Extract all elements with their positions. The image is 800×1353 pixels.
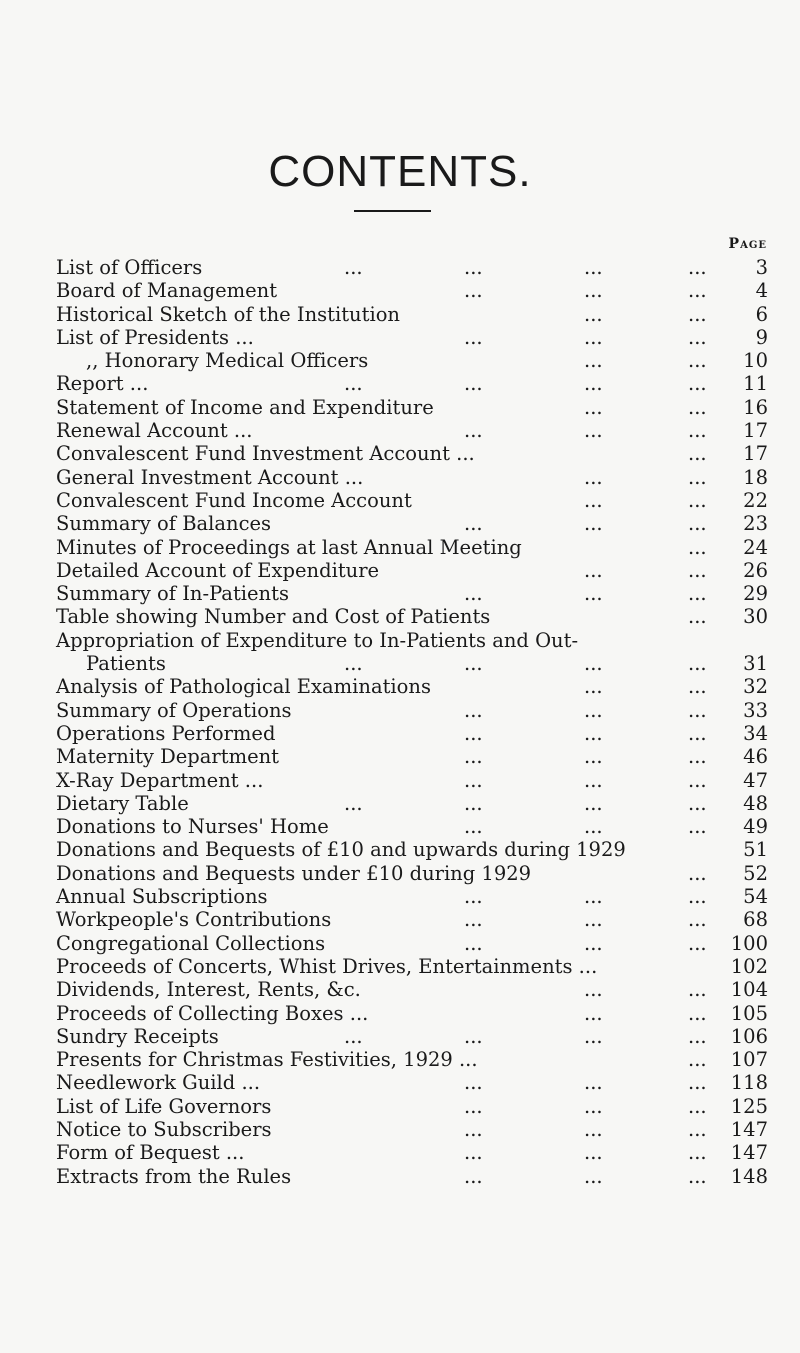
dot-leader: ... [688,395,707,419]
toc-entry-label [56,442,475,465]
toc-entry-page-number: 4 [755,279,768,303]
dot-leader: ... [584,395,603,419]
toc-entry-page-number: 118 [730,1071,768,1095]
toc-entry-page-number: 68 [743,908,768,932]
toc-entry-label-text: Sundry Receipts [56,1024,219,1048]
toc-entry-label-text: Detailed Account of Expenditure [56,558,380,582]
toc-entry [56,885,768,908]
toc-entry [56,1118,768,1141]
toc-entry-label [56,1025,219,1048]
toc-entry [56,419,768,442]
toc-entry [56,838,768,861]
dot-leader: ... [688,325,707,349]
toc-entry-label [56,1165,291,1188]
toc-entry-label-text: Dividends, Interest, Rents, &c. [56,978,361,1002]
dot-leader: ... [464,279,483,303]
toc-entry-label [56,419,253,442]
toc-entry-label [56,908,331,931]
toc-entry-page-number: 6 [755,302,768,326]
toc-entry [56,466,768,489]
toc-entry-page-number: 106 [730,1024,768,1048]
dot-leader: ... [584,745,603,769]
toc-entry [56,908,768,931]
dot-leader: ... [688,721,707,745]
dot-leader: ... [584,582,603,606]
dot-leader: ... [584,256,603,279]
dot-leader: ... [464,582,483,606]
toc-entry [56,536,768,559]
dot-leader: ... [584,1001,603,1025]
dot-leader: ... [344,372,363,396]
toc-entry [56,745,768,768]
page-column-heading: Page [728,236,767,252]
toc-entry-label [56,1048,478,1071]
dot-leader: ... [464,791,483,815]
toc-entry-page-number: 10 [743,349,768,373]
dot-leader: ... [584,675,603,699]
toc-entry-label-text: Extracts from the Rules [56,1164,292,1188]
toc-entry-label-text: Statement of Income and Expenditure [56,395,434,419]
toc-entry-page-number: 148 [730,1164,768,1188]
dot-leader: ... [584,512,603,536]
toc-entry-label [56,978,361,1001]
toc-entry [56,303,768,326]
toc-entry [56,512,768,535]
dot-leader: ... [584,558,603,582]
toc-entry [56,1095,768,1118]
toc-entry-label-text: Convalescent Fund Investment Account ... [56,442,475,466]
toc-entry-label-text: List of Presidents ... [56,325,254,349]
dot-leader: ... [688,372,707,396]
dot-leader: ... [344,1024,363,1048]
toc-entry [56,559,768,582]
dot-leader: ... [688,582,707,606]
dot-leader: ... [688,652,707,676]
toc-entry-page-number: 31 [743,652,768,676]
dot-leader: ... [584,372,603,396]
toc-entry-page-number: 17 [743,442,768,466]
toc-entry-page-number: 147 [730,1117,768,1141]
dot-leader: ... [464,1117,483,1141]
toc-entry-label [56,512,271,535]
dot-leader: ... [464,815,483,839]
toc-entry-label-text: ,, Honorary Medical Officers [86,349,369,373]
dot-leader: ... [688,279,707,303]
toc-entry-label [56,326,254,349]
toc-entry-label [56,792,189,815]
dot-leader: ... [688,978,707,1002]
toc-entry [56,489,768,512]
toc-entry-label [56,605,490,628]
dot-leader: ... [688,1094,707,1118]
toc-entry-page-number: 125 [730,1094,768,1118]
dot-leader: ... [688,1117,707,1141]
dot-leader: ... [584,768,603,792]
dot-leader: ... [688,791,707,815]
dot-leader: ... [464,885,483,909]
toc-entry [56,372,768,395]
toc-entry-label-continued: Patients [86,652,166,676]
dot-leader: ... [688,558,707,582]
toc-entry-label [56,396,434,419]
toc-entry [56,1048,768,1071]
toc-entry-label [56,582,289,605]
dot-leader: ... [464,1024,483,1048]
toc-entry-label-text: Needlework Guild ... [56,1071,261,1095]
toc-entry-label [56,489,412,512]
toc-entry-label-text: Table showing Number and Cost of Patients [56,605,491,629]
toc-entry-label-text: Donations and Bequests of £10 and upwards during 1929 [56,838,626,862]
toc-entry-label-text: Analysis of Pathological Examinations [56,675,431,699]
toc-entry-label [56,372,148,395]
toc-entry [56,396,768,419]
toc-entry [56,442,768,465]
dot-leader: ... [464,698,483,722]
toc-entry-label-text: Workpeople's Contributions [56,908,332,932]
toc-entry-label-text: Congregational Collections [56,931,326,955]
toc-entry-label-text: Proceeds of Collecting Boxes ... [56,1001,369,1025]
dot-leader: ... [464,256,483,279]
dot-leader: ... [584,325,603,349]
dot-leader: ... [688,675,707,699]
toc-entry-label [56,559,379,582]
toc-entry-page-number: 32 [743,675,768,699]
dot-leader: ... [464,652,483,676]
toc-entry-label [56,815,329,838]
toc-entry [56,605,768,628]
toc-entry [56,582,768,605]
toc-entry [56,1002,768,1025]
toc-entry-page-number: 46 [743,745,768,769]
dot-leader: ... [688,488,707,512]
toc-entry [56,279,768,302]
toc-entry-page-number: 48 [743,791,768,815]
toc-entry-label [56,279,277,302]
toc-entry-page-number: 17 [743,419,768,443]
toc-entry [56,326,768,349]
toc-entry-page-number: 30 [743,605,768,629]
toc-entry-page-number: 54 [743,885,768,909]
toc-entry-label [86,349,368,372]
dot-leader: ... [688,256,707,279]
dot-leader: ... [584,885,603,909]
toc-entry-page-number: 26 [743,558,768,582]
dot-leader: ... [464,1071,483,1095]
toc-entry [56,1165,768,1188]
toc-entry-label-text: General Investment Account ... [56,465,364,489]
toc-entry-label-text: Form of Bequest ... [56,1141,245,1165]
dot-leader: ... [584,721,603,745]
toc-entry-label-text: Operations Performed [56,721,276,745]
toc-entry-page-number: 11 [743,372,768,396]
toc-entry-page-number: 102 [730,954,768,978]
toc-entry-label-text: X-Ray Department ... [56,768,264,792]
toc-entry-label [56,1095,271,1118]
dot-leader: ... [584,908,603,932]
dot-leader: ... [584,652,603,676]
dot-leader: ... [584,349,603,373]
dot-leader: ... [688,605,707,629]
toc-entry [56,1141,768,1164]
dot-leader: ... [688,885,707,909]
dot-leader: ... [464,419,483,443]
dot-leader: ... [584,488,603,512]
contents-list [56,256,768,1188]
dot-leader: ... [584,698,603,722]
toc-entry-label-text: Donations and Bequests under £10 during 1929 [56,861,532,885]
toc-entry-label [56,675,431,698]
dot-leader: ... [584,1024,603,1048]
toc-entry [56,932,768,955]
toc-entry-label [56,536,522,559]
dot-leader: ... [688,908,707,932]
toc-entry-label-text: Renewal Account ... [56,419,253,443]
toc-entry-label-text: Appropriation of Expenditure to In-Patients and Out- [56,628,579,652]
toc-entry-label-text: Notice to Subscribers [56,1117,272,1141]
dot-leader: ... [464,372,483,396]
dot-leader: ... [584,791,603,815]
dot-leader: ... [344,791,363,815]
toc-entry [56,699,768,722]
dot-leader: ... [688,1141,707,1165]
toc-entry-label [56,722,275,745]
toc-entry-label [56,1071,260,1094]
dot-leader: ... [688,349,707,373]
toc-entry-page-number: 3 [755,256,768,279]
dot-leader: ... [464,745,483,769]
toc-entry [56,862,768,885]
toc-entry-label [56,955,597,978]
toc-entry [56,675,768,698]
dot-leader: ... [584,1164,603,1188]
toc-entry-page-number: 107 [730,1048,768,1072]
toc-entry-page-number: 16 [743,395,768,419]
dot-leader: ... [344,652,363,676]
dot-leader: ... [584,279,603,303]
dot-leader: ... [584,978,603,1002]
toc-entry [56,629,768,676]
dot-leader: ... [688,535,707,559]
toc-entry-page-number: 51 [743,838,768,862]
dot-leader: ... [688,1048,707,1072]
toc-entry-label [56,932,325,955]
dot-leader: ... [688,465,707,489]
dot-leader: ... [688,1164,707,1188]
toc-entry-page-number: 23 [743,512,768,536]
toc-entry-label [56,838,626,861]
dot-leader: ... [584,931,603,955]
toc-entry-label-text: Maternity Department [56,745,280,769]
toc-entry-label-text: List of Life Governors [56,1094,272,1118]
toc-entry [56,722,768,745]
toc-entry [56,815,768,838]
toc-entry [56,256,768,279]
title-rule [354,210,431,212]
toc-entry-page-number: 100 [730,931,768,955]
toc-entry [56,955,768,978]
toc-entry-page-number: 18 [743,465,768,489]
dot-leader: ... [688,698,707,722]
toc-entry-label [56,256,202,279]
dot-leader: ... [464,721,483,745]
toc-entry-page-number: 9 [755,325,768,349]
dot-leader: ... [584,1141,603,1165]
toc-entry-page-number: 24 [743,535,768,559]
dot-leader: ... [584,1117,603,1141]
toc-entry-label-text: List of Officers [56,256,203,279]
dot-leader: ... [688,931,707,955]
toc-entry-page-number: 22 [743,488,768,512]
toc-entry-page-number: 47 [743,768,768,792]
toc-entry-page-number: 147 [730,1141,768,1165]
dot-leader: ... [464,325,483,349]
dot-leader: ... [464,908,483,932]
dot-leader: ... [688,512,707,536]
toc-entry-label [56,769,263,792]
toc-entry [56,1071,768,1094]
toc-entry-label-text: Presents for Christmas Festivities, 1929 ... [56,1048,478,1072]
dot-leader: ... [688,815,707,839]
dot-leader: ... [584,1071,603,1095]
toc-entry [56,1025,768,1048]
toc-entry-label-text: Convalescent Fund Income Account [56,488,412,512]
toc-entry-label-text: Dietary Table [56,791,189,815]
toc-entry [56,978,768,1001]
dot-leader: ... [688,1024,707,1048]
dot-leader: ... [464,1164,483,1188]
dot-leader: ... [464,1094,483,1118]
toc-entry-label [56,699,292,722]
dot-leader: ... [688,1001,707,1025]
toc-entry-page-number: 49 [743,815,768,839]
dot-leader: ... [688,1071,707,1095]
dot-leader: ... [464,931,483,955]
toc-entry [56,792,768,815]
dot-leader: ... [688,745,707,769]
toc-entry-label-text: Annual Subscriptions [56,885,268,909]
dot-leader: ... [688,419,707,443]
toc-entry-label-text: Minutes of Proceedings at last Annual Meeting [56,535,522,559]
toc-entry-label-text: Report ... [56,372,149,396]
dot-leader: ... [584,465,603,489]
toc-entry-label-text: Historical Sketch of the Institution [56,302,400,326]
toc-entry-label-text: Summary of Operations [56,698,292,722]
toc-entry-label-text: Proceeds of Concerts, Whist Drives, Entertainments ... [56,954,598,978]
dot-leader: ... [688,768,707,792]
dot-leader: ... [584,815,603,839]
toc-entry-page-number: 29 [743,582,768,606]
toc-entry-label [56,466,363,489]
toc-entry-label [56,303,400,326]
toc-entry-label-text: Summary of Balances [56,512,272,536]
toc-entry-label [56,862,531,885]
page-title: CONTENTS. [268,147,532,196]
toc-entry-page-number: 52 [743,861,768,885]
dot-leader: ... [584,1094,603,1118]
toc-entry-label-text: Donations to Nurses' Home [56,815,329,839]
dot-leader: ... [688,302,707,326]
dot-leader: ... [584,419,603,443]
toc-entry-label [56,745,279,768]
dot-leader: ... [688,861,707,885]
toc-entry-page-number: 33 [743,698,768,722]
dot-leader: ... [464,512,483,536]
dot-leader: ... [344,256,363,279]
toc-entry-label [56,1002,368,1025]
dot-leader: ... [688,442,707,466]
dot-leader: ... [464,1141,483,1165]
toc-entry [56,349,768,372]
dot-leader: ... [464,768,483,792]
toc-entry-label [56,1118,272,1141]
toc-entry-label [56,885,268,908]
toc-entry-label-text: Summary of In-Patients [56,582,289,606]
toc-entry-page-number: 104 [730,978,768,1002]
dot-leader: ... [584,302,603,326]
toc-entry-page-number: 105 [730,1001,768,1025]
toc-entry [56,769,768,792]
toc-entry-label-text: Board of Management [56,279,278,303]
toc-entry-label [56,1141,244,1164]
toc-entry-page-number: 34 [743,721,768,745]
